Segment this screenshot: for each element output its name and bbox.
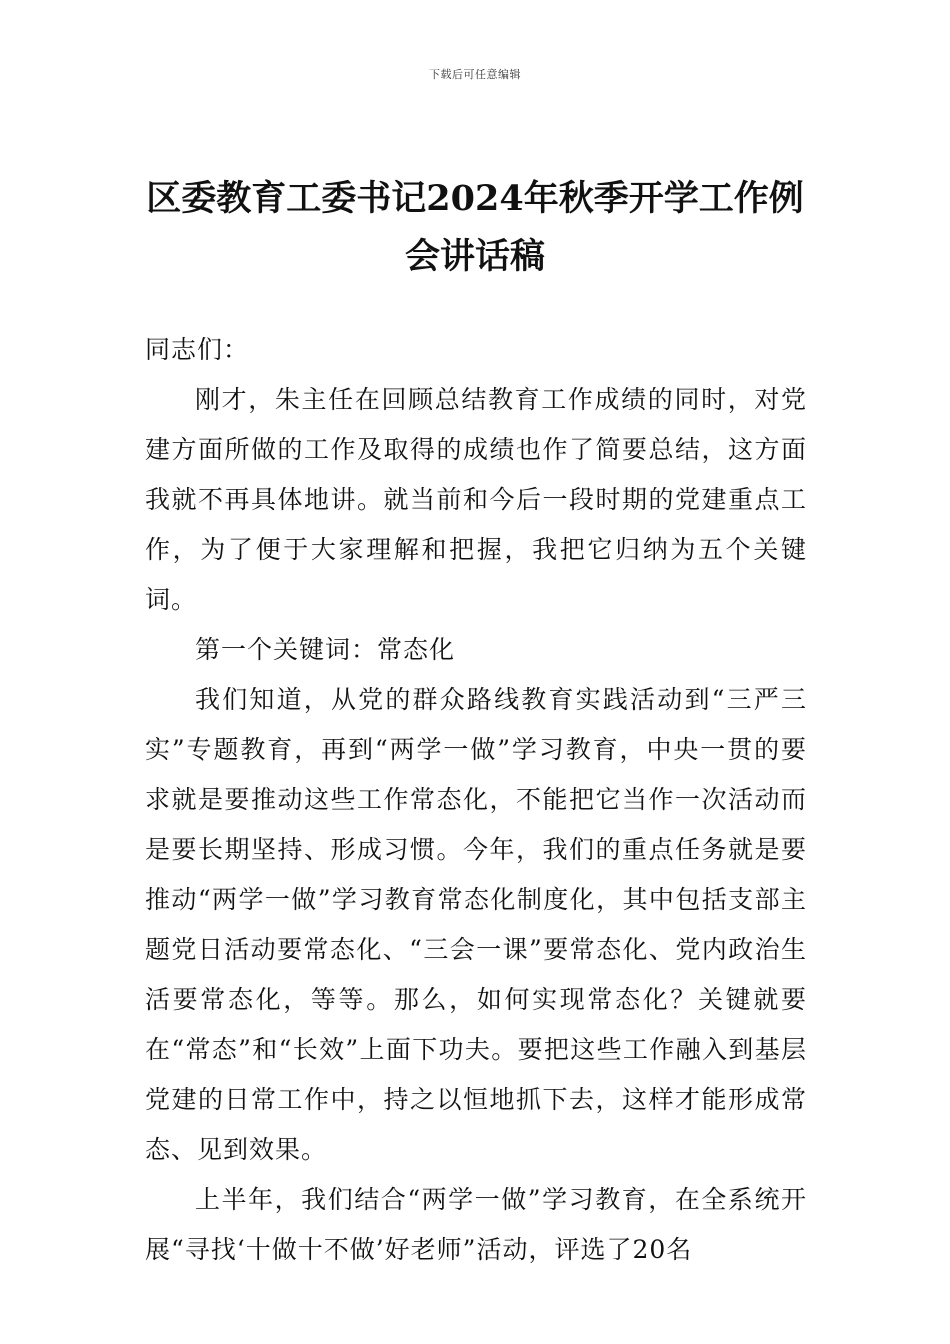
document-body	[145, 325, 807, 1275]
header-note: 下载后可任意编辑	[429, 68, 521, 81]
salutation: 同志们：	[145, 335, 250, 364]
document-title: 区委教育工委书记2024年秋季开学工作例会讲话稿	[146, 178, 804, 277]
paragraph: 上半年，我们结合“两学一做”学习教育，在全系统开展“寻找‘十做十不做’好老师”活动，评选了20名	[145, 1185, 807, 1264]
paragraph: 刚才，朱主任在回顾总结教育工作成绩的同时，对党建方面所做的工作及取得的成绩也作了简要总结，这方面我就不再具体地讲。就当前和今后一段时期的党建重点工作，为了便于大家理解和把握，我把它归纳为五个关键词。	[145, 385, 807, 614]
section-heading: 第一个关键词：常态化	[195, 635, 456, 664]
paragraph: 我们知道，从党的群众路线教育实践活动到“三严三实”专题教育，再到“两学一做”学习教育，中央一贯的要求就是要推动这些工作常态化，不能把它当作一次活动而是要长期坚持、形成习惯。今年，我们的重点任务就是要推动“两学一做”学习教育常态化制度化，其中包括支部主题党日活动要常态化、“三会一课”要常态化、党内政治生活要常态化，等等。那么，如何实现常态化？关键就要在“常态”和“长效”上面下功夫。要把这些工作融入到基层党建的日常工作中，持之以恒地抓下去，这样才能形成常态、见到效果。	[145, 685, 807, 1164]
